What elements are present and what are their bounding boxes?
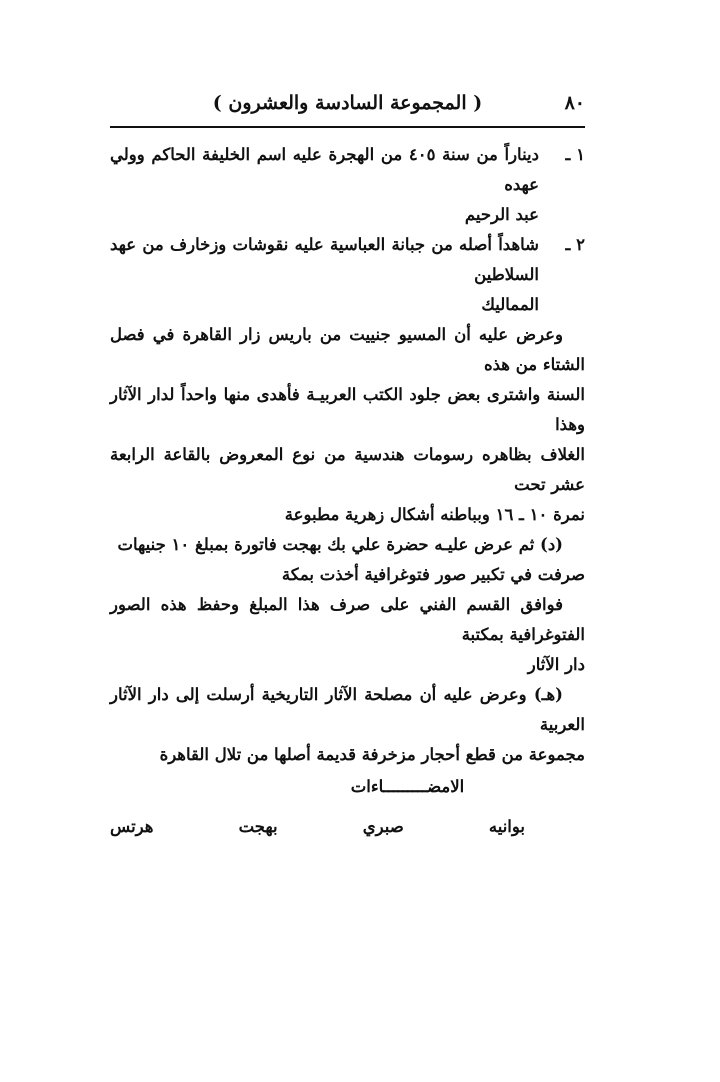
signature-name: صبري xyxy=(362,817,404,836)
page-header xyxy=(110,88,585,122)
paragraph-line: فوافق القسم الفني على صرف هذا المبلغ وحفظ هذه الصور الفتوغرافية بمكتبة xyxy=(110,595,585,644)
list-item-line: شاهداً أصله من جبانة العباسية عليه نقوشات وزخارف من عهد السلاطين xyxy=(110,235,539,284)
document-body xyxy=(110,140,585,842)
paragraph-line: نمرة ١٠ ـ ١٦ وبباطنه أشكال زهرية مطبوعة xyxy=(284,505,585,524)
list-item-line: ديناراً من سنة ٤٠٥ من الهجرة عليه اسم الخليفة الحاكم وولي عهده xyxy=(110,145,540,194)
paragraph-approval xyxy=(110,590,585,680)
list-item-number: ٢ ـ xyxy=(565,235,585,254)
paragraph-line: (هـ) وعرض عليه أن مصلحة الآثار التاريخية أرسلت إلى دار الآثار العربية xyxy=(110,685,585,734)
signature-name: بوانيه xyxy=(488,817,525,836)
paragraph-line: (د) ثم عرض عليـه حضرة علي بك بهجت فاتورة بمبلغ ١٠ جنيهات xyxy=(117,535,563,554)
signatures-heading: الامضـــــــــاءات xyxy=(350,777,465,796)
page-number: ٨٠ xyxy=(564,92,585,114)
list-item-2 xyxy=(110,230,585,320)
signatures-row xyxy=(110,812,585,842)
list-item-line: المماليك xyxy=(481,295,539,314)
header-rule xyxy=(110,126,585,128)
paragraph-line: الغلاف بظاهره رسومات هندسية من نوع المعروض بالقاعة الرابعة عشر تحت xyxy=(110,445,585,494)
list-item-line: عبد الرحيم xyxy=(464,205,539,224)
running-title: ( المجموعة السادسة والعشرون ) xyxy=(212,92,483,114)
paragraph-stones xyxy=(110,680,585,770)
paragraph-line: صرفت في تكبير صور فتوغرافية أخذت بمكة xyxy=(281,565,585,584)
paragraph-invoice xyxy=(110,530,585,590)
document-page xyxy=(110,88,585,842)
paragraph-genniet-binding xyxy=(110,320,585,530)
list-item-1 xyxy=(110,140,585,230)
paragraph-line: دار الآثار xyxy=(527,655,585,674)
paragraph-line: مجموعة من قطع أحجار مزخرفة قديمة أصلها من تلال القاهرة xyxy=(159,745,585,764)
signature-name: بهجت xyxy=(238,817,278,836)
paragraph-line: وعرض عليه أن المسيو جنييت من باريس زار القاهرة في فصل الشتاء من هذه xyxy=(110,325,585,374)
signature-name: هرتس xyxy=(110,817,154,836)
list-item-number: ١ ـ xyxy=(565,145,585,164)
paragraph-line: السنة واشترى بعض جلود الكتب العربيـة فأهدى منها واحداً لدار الآثار وهذا xyxy=(110,385,585,434)
